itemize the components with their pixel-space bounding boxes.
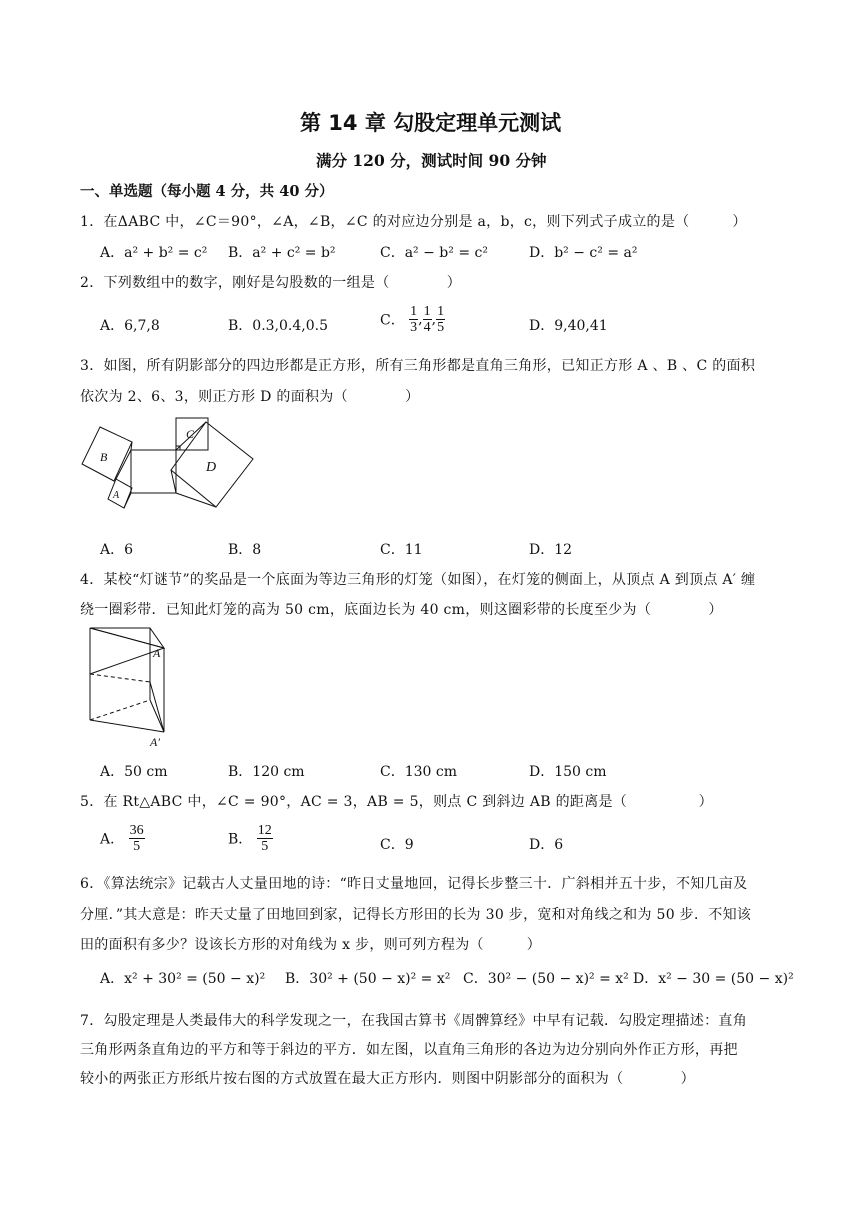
numerator: 1: [423, 304, 431, 319]
q6-option-c: C．30² − (50 − x)² = x²: [463, 971, 629, 987]
question-1-text: 1．在ΔABC 中，∠C＝90°，∠A，∠B，∠C 的对应边分别是 a，b，c，则下列式子成立的是（ ）: [80, 214, 747, 230]
q4-option-d: D．150 cm: [529, 764, 607, 780]
q2-option-b: B．0.3,0.4,0.5: [228, 318, 328, 334]
q2-option-d: D．9,40,41: [529, 318, 608, 334]
denominator: 5: [261, 839, 269, 854]
numerator: 36: [129, 823, 144, 838]
fraction: [129, 823, 145, 854]
q4-option-a: A．50 cm: [100, 764, 168, 780]
numerator: 12: [257, 823, 272, 838]
q3-squares-figure: [76, 413, 266, 533]
q4-option-b: B．120 cm: [228, 764, 305, 780]
denominator: 5: [133, 839, 141, 854]
denominator: 3: [410, 320, 418, 335]
page-title: 第 14 章 勾股定理单元测试: [300, 111, 562, 135]
question-6-line-1: 6．《算法统宗》记载古人丈量田地的诗：“昨日丈量地回，记得长步整三十．广斜相并五十步，不知几亩及: [80, 876, 748, 892]
label-c: C: [186, 427, 195, 441]
q5-option-a: [100, 823, 145, 854]
q5-option-c: C．9: [380, 837, 414, 853]
question-4-line-2: 绕一圈彩带．已知此灯笼的高为 50 cm，底面边长为 40 cm，则这圈彩带的长度至少为（ ）: [80, 602, 723, 618]
q1-option-d: D．b² − c² = a²: [529, 245, 638, 261]
numerator: 1: [437, 304, 445, 319]
q3-option-b: B．8: [228, 542, 262, 558]
fraction: [423, 304, 432, 335]
numerator: 1: [410, 304, 418, 319]
denominator: 4: [423, 320, 431, 335]
q5-option-a-label: A．: [100, 831, 125, 848]
fraction: [257, 823, 273, 854]
q1-option-b: B．a² + c² = b²: [228, 245, 336, 261]
q3-option-a: A．6: [100, 542, 134, 558]
page-subtitle: 满分 120 分，测试时间 90 分钟: [316, 151, 547, 170]
label-a: A: [113, 490, 120, 501]
q2-option-c: C． $\frac{1}{3}$ , $\frac{1}{4}$ , $\frac{1}{5}$: [380, 304, 445, 335]
q6-option-d: D．x² − 30 = (50 − x)²: [633, 971, 794, 987]
denominator: 5: [437, 320, 445, 335]
q5-option-b: [228, 823, 273, 854]
question-6-line-2: 分厘．”其大意是：昨天丈量了田地回到家，记得长方形田的长为 30 步，宽和对角线之和为 50 步．不知该: [80, 907, 752, 923]
q5-option-d: D．6: [529, 837, 564, 853]
question-6-line-3: 田的面积有多少？设该长方形的对角线为 x 步，则可列方程为（ ）: [80, 937, 541, 953]
question-2-text: 2．下列数组中的数字，刚好是勾股数的一组是（ ）: [80, 275, 462, 291]
label-a-prime: A′: [150, 735, 160, 749]
q6-option-a: A．x² + 30² = (50 − x)²: [100, 971, 266, 987]
fraction: [409, 304, 418, 335]
question-7-line-1: 7．勾股定理是人类最伟大的科学发现之一，在我国古算书《周髀算经》中早有记载．勾股定理描述：直角: [80, 1013, 748, 1029]
label-d: D: [206, 460, 217, 475]
fraction: [436, 304, 445, 335]
question-4-line-1: 4．某校“灯谜节”的奖品是一个底面为等边三角形的灯笼（如图），在灯笼的侧面上，从顶点 A 到顶点 A′ 缠: [80, 572, 756, 588]
q1-option-a: A．a² + b² = c²: [100, 245, 208, 261]
q1-option-c: C．a² − b² = c²: [380, 245, 488, 261]
section-heading: 一、单选题（每小题 4 分，共 40 分）: [80, 183, 334, 200]
label-a: A: [153, 646, 161, 660]
label-b: B: [100, 450, 108, 464]
q3-option-d: D．12: [529, 542, 573, 558]
q4-option-c: C．130 cm: [380, 764, 457, 780]
question-7-line-3: 较小的两张正方形纸片按右图的方式放置在最大正方形内．则图中阴影部分的面积为（ ）: [80, 1071, 695, 1087]
question-7-line-2: 三角形两条直角边的平方和等于斜边的平方．如左图，以直角三角形的各边为边分别向外作正方形，再把: [80, 1042, 738, 1058]
question-5-text: 5．在 Rt△ABC 中，∠C = 90°，AC = 3，AB = 5，则点 C 到斜边 AB 的距离是（ ）: [80, 794, 713, 810]
q2-option-c-label: C．: [380, 312, 405, 329]
question-3-line-1: 3．如图，所有阴影部分的四边形都是正方形，所有三角形都是直角三角形，已知正方形 A 、B 、C 的面积: [80, 358, 756, 374]
q5-option-b-label: B．: [228, 831, 253, 848]
q4-lantern-figure: [82, 622, 182, 754]
question-3-line-2: 依次为 2、6、3，则正方形 D 的面积为（ ）: [80, 389, 420, 405]
q6-option-b: B．30² + (50 − x)² = x²: [285, 971, 451, 987]
q2-option-a: A．6,7,8: [100, 318, 160, 334]
q3-option-c: C．11: [380, 542, 423, 558]
